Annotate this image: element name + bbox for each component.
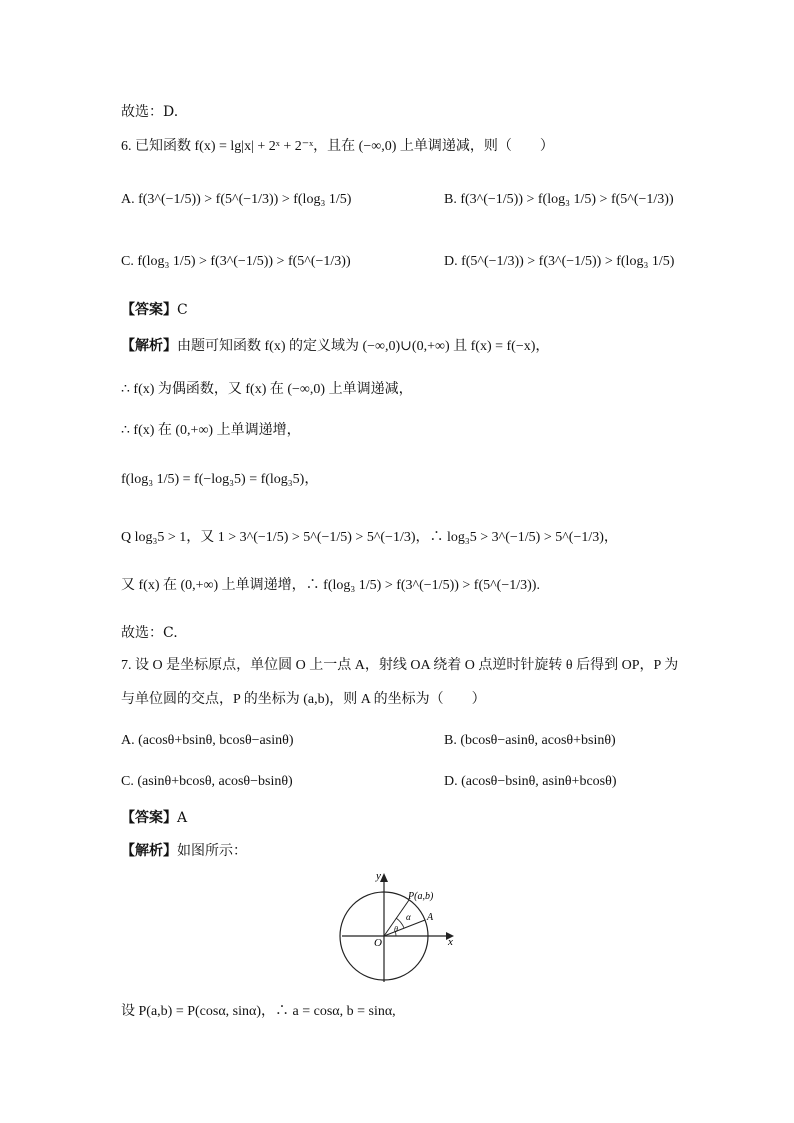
q6-explanation-line-4: f(log₃ 1/5) = f(−log₃5) = f(log₃5)， (121, 472, 319, 487)
q6-explanation-line-3: ∴ f(x) 在 (0,+∞) 上单调递增， (121, 423, 301, 438)
q6-explanation-line-2: ∴ f(x) 为偶函数，又 f(x) 在 (−∞,0) 上单调递减， (121, 382, 413, 397)
q7-answer (121, 808, 187, 828)
q6-option-a: A. f(3^(−1/5)) > f(5^(−1/3)) > f(log₃ 1/5) (121, 192, 352, 207)
conclusion-c: 故选：C. (121, 625, 178, 641)
label-a: A (427, 912, 434, 923)
q6-explanation-line-6: 又 f(x) 在 (0,+∞) 上单调递增，∴ f(log₃ 1/5) > f(3^(−1/5)) > f(5^(−1/3)). (121, 578, 540, 593)
q6-explanation-line-5: Q log₃5 > 1，又 1 > 3^(−1/5) > 5^(−1/5) > 5^(−1/3)，∴ log₃5 > 3^(−1/5) > 5^(−1/3)， (121, 530, 618, 545)
question-7-stem-line-1: 7. 设 O 是坐标原点，单位圆 O 上一点 A，射线 OA 绕着 O 点逆时针旋转 θ 后得到 OP，P 为 (121, 658, 679, 673)
q7-explanation-line-1 (121, 841, 247, 861)
explanation-text: 由题可知函数 f(x) 的定义域为 (−∞,0)∪(0,+∞) 且 f(x) = f(−x)， (177, 339, 550, 354)
label-p: P(a,b) (408, 891, 434, 902)
q7-option-c: C. (asinθ+bcosθ, acosθ−bsinθ) (121, 774, 293, 789)
label-o: O (374, 937, 382, 949)
q7-option-d: D. (acosθ−bsinθ, asinθ+bcosθ) (444, 774, 617, 789)
explanation-label: 【解析】 (121, 843, 177, 859)
question-6-stem: 6. 已知函数 f(x) = lg|x| + 2ˣ + 2⁻ˣ，且在 (−∞,0) 上单调递减，则（ ） (121, 139, 554, 154)
unit-circle-figure (336, 868, 460, 992)
label-x: x (448, 936, 453, 948)
q7-option-b: B. (bcosθ−asinθ, acosθ+bsinθ) (444, 733, 616, 748)
q7-option-a: A. (acosθ+bsinθ, bcosθ−asinθ) (121, 733, 294, 748)
label-alpha: α (406, 912, 411, 922)
answer-label: 【答案】 (121, 302, 177, 318)
conclusion-d: 故选：D. (121, 104, 179, 120)
q6-option-c: C. f(log₃ 1/5) > f(3^(−1/5)) > f(5^(−1/3)) (121, 254, 351, 269)
answer-value: A (177, 810, 188, 826)
explanation-label: 【解析】 (121, 339, 177, 354)
question-7-stem-line-2: 与单位圆的交点，P 的坐标为 (a,b)，则 A 的坐标为（ ） (121, 692, 486, 707)
answer-label: 【答案】 (121, 810, 177, 826)
y-axis-arrow (380, 873, 388, 882)
q7-explanation-line-2: 设 P(a,b) = P(cosα, sinα)，∴ a = cosα, b = sinα, (121, 1004, 396, 1019)
q6-option-d: D. f(5^(−1/3)) > f(3^(−1/5)) > f(log₃ 1/5) (444, 254, 675, 269)
label-y: y (376, 870, 381, 882)
q6-answer (121, 300, 188, 320)
q6-explanation-line-1 (121, 337, 549, 357)
q6-option-b: B. f(3^(−1/5)) > f(log₃ 1/5) > f(5^(−1/3)) (444, 192, 674, 207)
answer-value: C (177, 302, 188, 318)
label-theta: θ (394, 925, 398, 934)
unit-circle-diagram (336, 868, 460, 992)
explanation-text: 如图所示： (177, 843, 247, 859)
